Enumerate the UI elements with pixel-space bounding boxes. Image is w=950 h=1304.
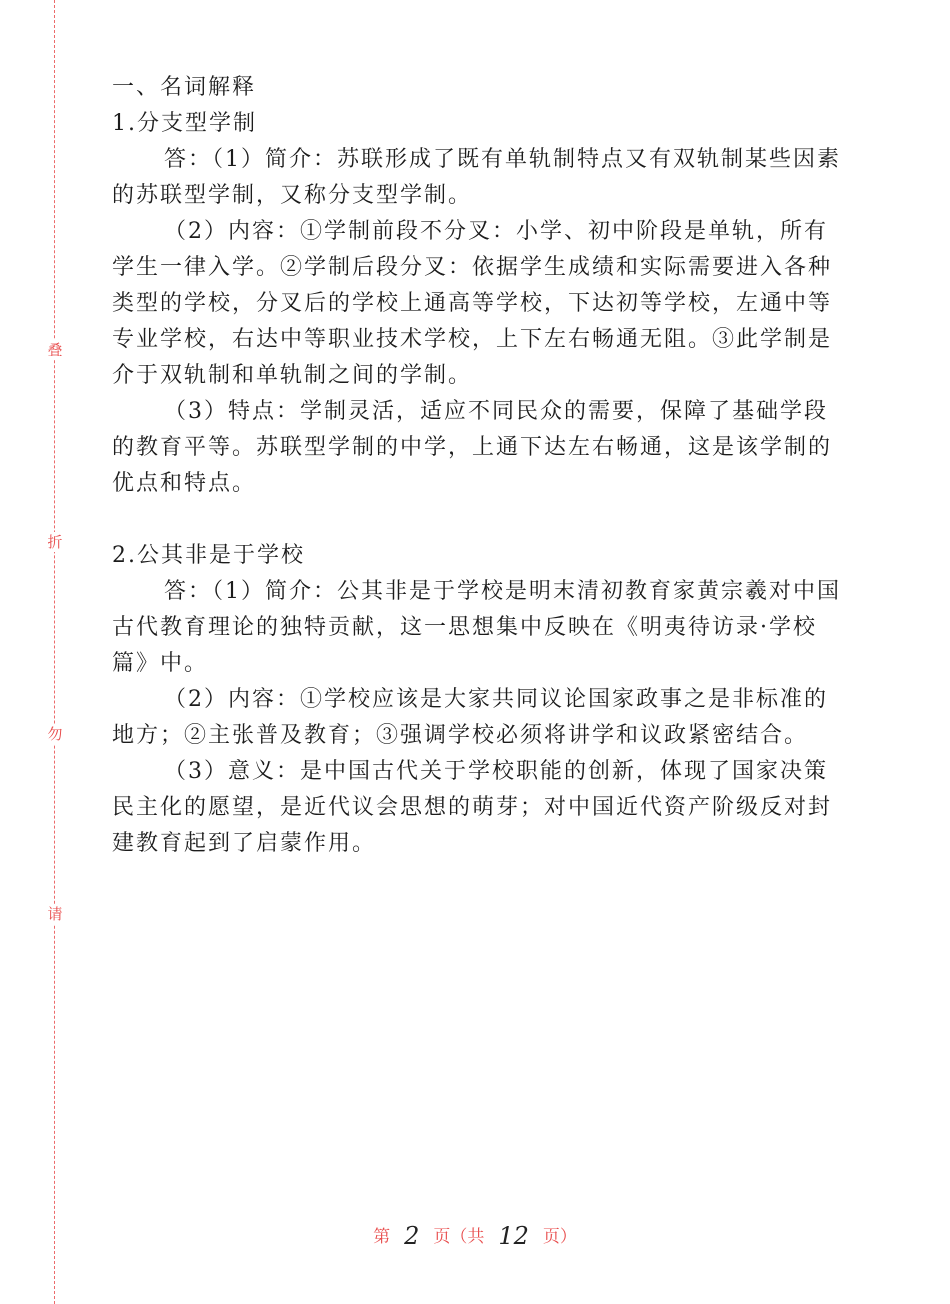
item-2-heading: 2.公其非是于学校 xyxy=(112,543,305,568)
page-number: 2 xyxy=(404,1222,420,1250)
fold-line xyxy=(54,0,55,1304)
total-pages: 12 xyxy=(498,1222,529,1250)
footer-middle: 页（共 xyxy=(433,1227,485,1247)
fold-char-2: 折 xyxy=(45,532,65,552)
fold-char-4: 请 xyxy=(45,904,65,924)
section-spacer xyxy=(112,502,848,538)
item-2-significance: （3）意义：是中国古代关于学校职能的创新，体现了国家决策民主化的愿望，是近代议会思想的萌芽；对中国近代资产阶级反对封建教育起到了启蒙作用。 xyxy=(112,759,833,856)
item-1-intro: 答：（1）简介：苏联形成了既有单轨制特点又有双轨制某些因素的苏联型学制，又称分支型学制。 xyxy=(112,147,841,208)
page-footer xyxy=(0,1222,950,1250)
fold-char-3: 勿 xyxy=(45,724,65,744)
answer-content xyxy=(112,70,848,862)
footer-prefix: 第 xyxy=(373,1227,391,1247)
item-2-intro: 答：（1）简介：公其非是于学校是明末清初教育家黄宗羲对中国古代教育理论的独特贡献，这一思想集中反映在《明夷待访录·学校篇》中。 xyxy=(112,579,841,676)
item-1-features: （3）特点：学制灵活，适应不同民众的需要，保障了基础学段的教育平等。苏联型学制的中学，上通下达左右畅通，这是该学制的优点和特点。 xyxy=(112,399,833,496)
item-2-content: （2）内容：①学校应该是大家共同议论国家政事之是非标准的地方；②主张普及教育；③强调学校必须将讲学和议政紧密结合。 xyxy=(112,687,828,748)
item-1-content: （2）内容：①学制前段不分叉：小学、初中阶段是单轨，所有学生一律入学。②学制后段分叉：依据学生成绩和实际需要进入各种类型的学校，分叉后的学校上通高等学校，下达初等学校，左通中等专业学校，右达中等职业技术学校，上下左右畅通无阻。③此学制是介于双轨制和单轨制之间的学制。 xyxy=(112,219,833,388)
item-1-heading: 1.分支型学制 xyxy=(112,111,257,136)
footer-suffix: 页） xyxy=(542,1227,577,1247)
section-title: 一、名词解释 xyxy=(112,75,257,100)
fold-char-1: 叠 xyxy=(45,340,65,360)
